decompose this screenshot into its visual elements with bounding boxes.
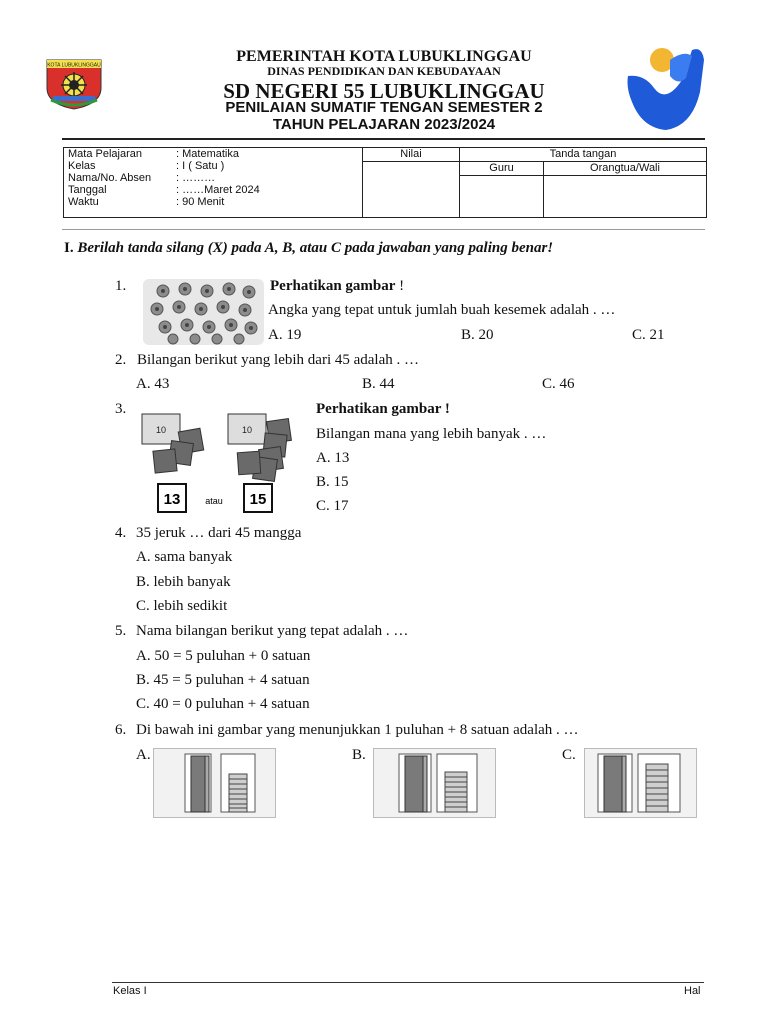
nilai-header: Nilai (363, 148, 460, 162)
q2-option-a[interactable]: A. 43 (136, 376, 170, 392)
emblem-text: KOTA LUBUKLINGGAU (47, 62, 101, 69)
q1-title-text: Perhatikan gambar (270, 278, 396, 294)
q5-text: Nama bilangan berikut yang tepat adalah . … (136, 623, 409, 639)
card-atau: atau (205, 496, 223, 506)
header-exam-title: PENILAIAN SUMATIF TENGAN SEMESTER 2 (225, 99, 543, 116)
q6-option-c[interactable]: C. (562, 747, 576, 763)
q3-option-c[interactable]: C. 17 (316, 498, 349, 514)
info-value: : ……Maret 2024 (176, 184, 260, 196)
header-government: PEMERINTAH KOTA LUBUKLINGGAU (236, 48, 532, 65)
guru-label: Guru (460, 162, 543, 176)
q5-option-c[interactable]: C. 40 = 0 puluhan + 4 satuan (136, 696, 310, 712)
parent-cell[interactable] (544, 162, 707, 218)
q3-option-a[interactable]: A. 13 (316, 450, 350, 466)
q4-option-c[interactable]: C. lebih sedikit (136, 598, 228, 614)
q5-number: 5. (115, 623, 127, 639)
section-number: I. (64, 240, 74, 256)
q4-number: 4. (115, 525, 127, 541)
q3-text: Bilangan mana yang lebih banyak . … (316, 426, 547, 442)
q4-option-a[interactable]: A. sama banyak (136, 549, 233, 565)
info-value: : I ( Satu ) (176, 160, 225, 172)
footer-class: Kelas I (113, 985, 147, 997)
q2-option-c[interactable]: C. 46 (542, 376, 575, 392)
nilai-box[interactable] (363, 162, 460, 218)
section-instruction (64, 240, 553, 257)
q1-option-a[interactable]: A. 19 (268, 327, 302, 343)
q6-text: Di bawah ini gambar yang menunjukkan 1 puluhan + 8 satuan adalah . … (136, 722, 579, 738)
blocks-picture-c[interactable] (584, 748, 697, 818)
footer-page: Hal (684, 985, 701, 997)
q2-text: Bilangan berikut yang lebih dari 45 adalah . … (137, 352, 420, 368)
q1-option-c[interactable]: C. 21 (632, 327, 665, 343)
card-15: 15 (249, 491, 267, 508)
header-department: DINAS PENDIDIKAN DAN KEBUDAYAAN (267, 64, 501, 78)
info-value: : ……… (176, 172, 216, 184)
footer-divider (112, 982, 704, 983)
q5-option-a[interactable]: A. 50 = 5 puluhan + 0 satuan (136, 648, 311, 664)
info-divider (62, 229, 705, 230)
info-label: Mata Pelajaran (68, 148, 142, 160)
info-label: Kelas (68, 160, 96, 172)
q3-title: Perhatikan gambar ! (316, 401, 450, 417)
q4-text: 35 jeruk … dari 45 mangga (136, 525, 302, 541)
header-divider (62, 138, 705, 140)
signature-header: Tanda tangan (460, 148, 707, 162)
number-cards-picture (140, 412, 305, 518)
blocks-picture-a[interactable] (153, 748, 276, 818)
q1-title-suffix: ! (395, 278, 405, 294)
q1-text: Angka yang tepat untuk jumlah buah kesemek adalah . … (268, 302, 616, 318)
persimmon-picture (143, 279, 264, 345)
info-value: : 90 Menit (176, 196, 225, 208)
card-13: 13 (163, 491, 181, 508)
q6-number: 6. (115, 722, 127, 738)
info-label: Nama/No. Absen (68, 172, 152, 184)
q6-option-a[interactable]: A. (136, 747, 151, 763)
ten-label-left: 10 (155, 425, 167, 435)
q1-title (270, 278, 404, 295)
info-label: Waktu (68, 196, 99, 208)
parent-label: Orangtua/Wali (544, 162, 706, 176)
header-school-year: TAHUN PELAJARAN 2023/2024 (272, 116, 496, 133)
q3-option-b[interactable]: B. 15 (316, 474, 349, 490)
q4-option-b[interactable]: B. lebih banyak (136, 574, 231, 590)
q5-option-b[interactable]: B. 45 = 5 puluhan + 4 satuan (136, 672, 310, 688)
guru-cell[interactable] (460, 162, 544, 218)
q1-option-b[interactable]: B. 20 (461, 327, 494, 343)
q3-number: 3. (115, 401, 127, 417)
student-info-table (63, 147, 707, 218)
q2-option-b[interactable]: B. 44 (362, 376, 395, 392)
blocks-picture-b[interactable] (373, 748, 496, 818)
q6-option-b[interactable]: B. (352, 747, 366, 763)
info-cell (64, 148, 363, 218)
header-school-name: SD NEGERI 55 LUBUKLINGGAU (223, 79, 545, 103)
section-text: Berilah tanda silang (X) pada A, B, atau C pada jawaban yang paling benar! (77, 240, 554, 256)
q1-number: 1. (115, 278, 127, 294)
q2-number: 2. (115, 352, 127, 368)
info-label: Tanggal (68, 184, 107, 196)
info-value: : Matematika (176, 148, 239, 160)
ten-label-right: 10 (241, 425, 253, 435)
